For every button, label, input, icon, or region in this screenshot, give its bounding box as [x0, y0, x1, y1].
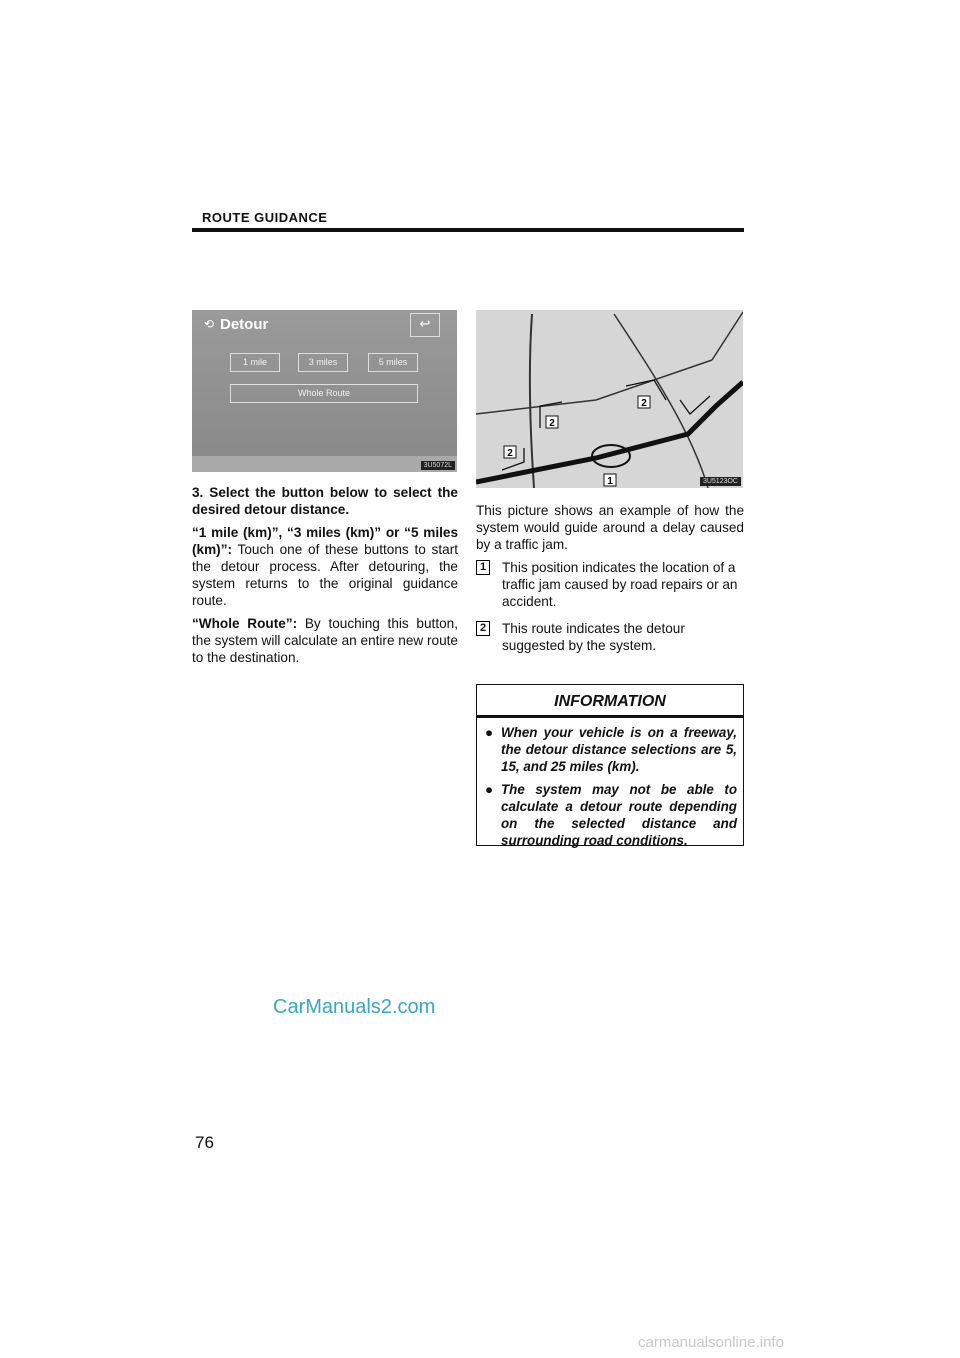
whole-route-button[interactable]: Whole Route	[230, 384, 418, 403]
bullet-icon: ●	[485, 782, 494, 797]
road-vertical-left	[530, 314, 534, 488]
list-item	[476, 559, 744, 610]
step-text: 3. Select the button below to select the desired detour distance.	[192, 485, 458, 517]
list-item	[476, 620, 744, 654]
map-label-2c: 2	[641, 398, 647, 409]
left-text-column	[192, 484, 458, 672]
detour-icon: ⟲	[204, 317, 215, 331]
information-bullet: ● When your vehicle is on a freeway, the detour distance selections are 5, 15, and 25 miles (km).	[485, 725, 737, 774]
header-rule	[192, 228, 744, 232]
map-label-2b: 2	[549, 418, 555, 429]
road-upper	[476, 360, 712, 414]
detour-screen-image	[192, 310, 457, 472]
image-code: 3U5072L	[421, 461, 455, 470]
bullet-icon: ●	[485, 725, 494, 740]
information-rule	[477, 715, 743, 718]
1-mile-button[interactable]: 1 mile	[230, 353, 280, 372]
right-text-column	[476, 502, 744, 664]
screen-panel	[192, 310, 457, 456]
watermark: CarManuals2.com	[273, 996, 436, 1018]
5-miles-button[interactable]: 5 miles	[368, 353, 418, 372]
item-number-box: 1	[476, 560, 490, 575]
map-label-2a: 2	[507, 448, 513, 459]
information-heading: INFORMATION	[554, 693, 666, 710]
map-description: This picture shows an example of how the system would guide around a delay caused by a traffic jam.	[476, 503, 744, 552]
item-text: This route indicates the detour suggested by the system.	[502, 621, 685, 653]
map-label-1: 1	[607, 476, 613, 487]
information-bullet: ● The system may not be able to calculate a detour route depending on the selected distance and surrounding road conditions.	[485, 782, 737, 848]
3-miles-button[interactable]: 3 miles	[298, 353, 348, 372]
distance-description: “1 mile (km)”, “3 miles (km)” or “5 miles (km)”: Touch one of these buttons to start the detour process. After detouring, the system returns to the original guidance route.	[192, 525, 458, 608]
screen-title: Detour	[220, 316, 269, 333]
detour-map-image	[476, 310, 743, 488]
item-number-box: 2	[476, 621, 490, 636]
section-header: ROUTE GUIDANCE	[202, 210, 328, 225]
item-text: This position indicates the location of a traffic jam caused by road repairs or an accident.	[502, 560, 738, 609]
map-image-code: 3U5123OC	[700, 477, 741, 486]
information-list	[477, 724, 743, 849]
return-icon: ↩	[419, 316, 431, 331]
back-button[interactable]	[410, 313, 440, 337]
information-box	[476, 684, 744, 846]
footer-watermark: carmanualsonline.info	[638, 1334, 784, 1351]
map-drawing	[476, 310, 743, 488]
road-upper-ne	[712, 312, 743, 360]
page-number: 76	[195, 1133, 214, 1152]
whole-route-description: “Whole Route”: By touching this button, the system will calculate an entire new route to the destination.	[192, 616, 459, 665]
detour-arrow-4	[680, 396, 710, 414]
